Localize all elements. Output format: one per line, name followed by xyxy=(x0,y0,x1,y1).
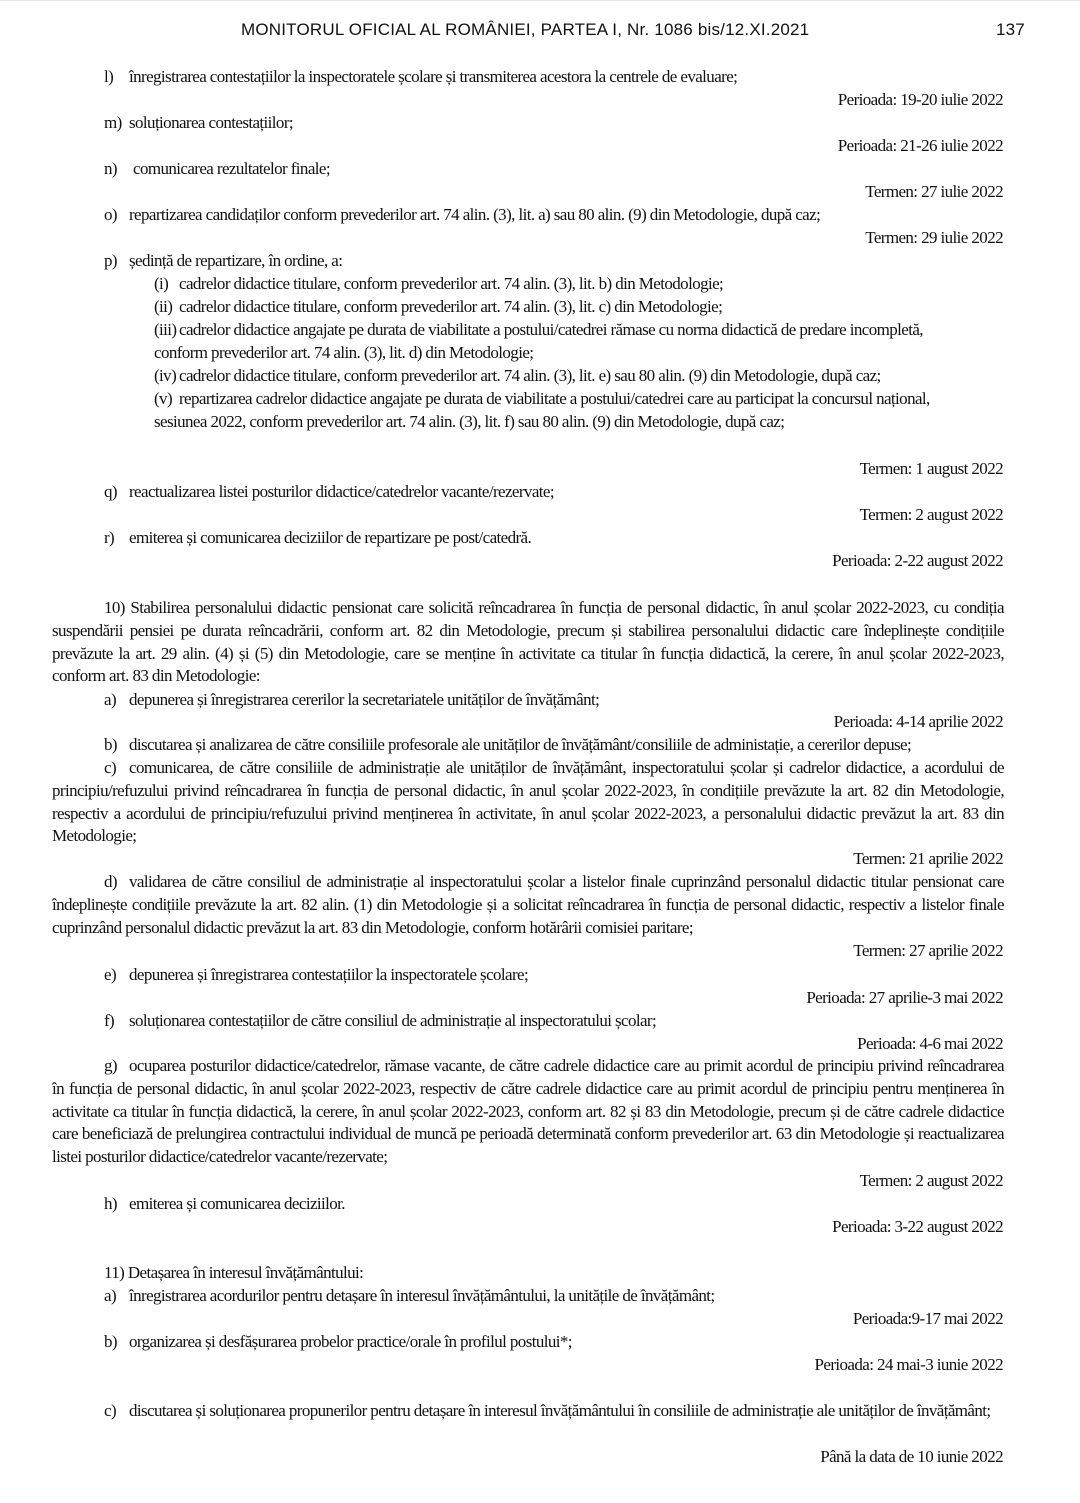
item-label: e) xyxy=(104,965,117,984)
sublist-item-continuation: sesiunea 2022, conform prevederilor art. 74 alin. (3), lit. f) sau 80 alin. (9) din Metodologie, după caz; xyxy=(154,412,785,431)
list-item xyxy=(104,1331,572,1353)
item-text: emiterea și comunicarea deciziilor de repartizare pe post/catedră. xyxy=(129,528,532,547)
list-item xyxy=(104,734,911,756)
subitem-label: (iv) xyxy=(154,366,177,385)
list-item xyxy=(52,1400,1004,1423)
item-label: p) xyxy=(104,251,117,270)
item-label: n) xyxy=(104,159,117,178)
list-item xyxy=(52,757,1004,848)
item-text: organizarea și desfășurarea probelor practice/orale în profilul postului*; xyxy=(129,1332,572,1351)
subitem-text: cadrelor didactice angajate pe durata de viabilitate a postului/catedrei rămase cu norma didactică de predare incompletă, xyxy=(179,320,923,339)
item-text: discutarea și soluționarea propunerilor pentru detașare în interesul învățământului în consiliile de administrație ale unităților de învățământ; xyxy=(129,1401,991,1420)
gazette-title: MONITORUL OFICIAL AL ROMÂNIEI, PARTEA I, Nr. 1086 bis/12.XI.2021 xyxy=(241,20,810,39)
subitem-label: (i) xyxy=(154,274,169,293)
top-border xyxy=(0,0,1080,1)
list-item xyxy=(104,964,528,986)
item-text: emiterea și comunicarea deciziilor. xyxy=(129,1194,345,1213)
item-deadline: Perioada: 3-22 august 2022 xyxy=(832,1217,1003,1236)
item-text: repartizarea candidaților conform prevederilor art. 74 alin. (3), lit. a) sau 80 alin. (9) din Metodologie, după caz; xyxy=(129,205,821,224)
sublist-item xyxy=(154,365,881,387)
item-deadline: Perioada: 4-14 aprilie 2022 xyxy=(833,712,1003,731)
item-label: r) xyxy=(104,528,115,547)
list-item xyxy=(104,1193,345,1215)
sublist-item xyxy=(154,296,722,318)
list-item xyxy=(104,1010,656,1032)
item-deadline: Termen: 27 iulie 2022 xyxy=(865,182,1003,201)
item-text: validarea de către consiliul de administrație al inspectoratului școlar a listelor finale cuprinzând personalul didactic titular pensionat care îndeplinește condițiile prevăzute la art. 82 alin. (1) din Metodologie și a solicitat reîncadrarea în funcția de personal didactic, respectiv a listelor finale cuprinzând personalul didactic prevăzut la art. 83 din Metodologie, conform hotărârii comisiei paritare; xyxy=(52,872,1004,937)
item-text: depunerea și înregistrarea cererilor la secretariatele unităților de învățământ; xyxy=(129,690,600,709)
list-item xyxy=(104,66,737,88)
item-deadline: Termen: 2 august 2022 xyxy=(859,1171,1003,1190)
section-11-heading: 11) Detașarea în interesul învățământului: xyxy=(104,1263,364,1282)
item-text: înregistrarea acordurilor pentru detașare în interesul învățământului, la unitățile de învățământ; xyxy=(129,1286,715,1305)
subitem-text: cadrelor didactice titulare, conform prevederilor art. 74 alin. (3), lit. e) sau 80 alin. (9) din Metodologie, după caz; xyxy=(179,366,881,385)
item-label: c) xyxy=(104,1401,117,1420)
item-deadline: Termen: 29 iulie 2022 xyxy=(865,228,1003,247)
item-label: g) xyxy=(104,1056,117,1075)
list-item xyxy=(104,250,342,272)
item-label: a) xyxy=(104,1286,117,1305)
subitem-text: repartizarea cadrelor didactice angajate pe durata de viabilitate a postului/catedrei care au participat la concursul național, xyxy=(179,389,930,408)
section-10-intro xyxy=(52,597,1004,688)
item-text: reactualizarea listei posturilor didactice/catedrelor vacante/rezervate; xyxy=(129,482,554,501)
item-text: ocuparea posturilor didactice/catedrelor, rămase vacante, de către cadrele didactice care au primit acordul de principiu privind reîncadrarea în funcția de personal didactic, în anul școlar 2022-2023, respectiv de către cadrele didactice care au primit acordul de principiu pentru menținerea în activitate ca titular în funcția didactică, la cerere, în anul școlar 2022-2023, conform art. 82 și 83 din Metodologie, precum și de către cadrele didactice care beneficiază de prelungirea contractului individual de muncă pe perioadă determinată conform prevederilor art. 63 din Metodologie și reactualizarea listei posturilor didactice/catedrelor vacante/rezervate; xyxy=(52,1056,1004,1167)
list-item xyxy=(104,481,554,503)
item-label: l) xyxy=(104,67,114,86)
item-label: f) xyxy=(104,1011,115,1030)
item-text: înregistrarea contestațiilor la inspectoratele școlare și transmiterea acestora la centrele de evaluare; xyxy=(129,67,738,86)
item-label: c) xyxy=(104,758,117,777)
subitem-text: cadrelor didactice titulare, conform prevederilor art. 74 alin. (3), lit. b) din Metodologie; xyxy=(179,274,724,293)
list-item xyxy=(104,112,293,134)
item-deadline: Până la data de 10 iunie 2022 xyxy=(820,1447,1003,1466)
sublist-item-continuation: conform prevederilor art. 74 alin. (3), lit. d) din Metodologie; xyxy=(154,343,534,362)
item-text: comunicarea, de către consiliile de administrație ale unităților de învățământ, inspectoratului școlar și cadrelor didactice, a acordului de principiu/refuzului privind reîncadrarea în funcția de personal didactic, în anul școlar 2022-2023, în condițiile prevăzute la art. 82 din Metodologie, respectiv a acordului de principiu/refuzului privind menținerea în activitate, în anul școlar 2022-2023, a personalului didactic prevăzut la art. 83 din Metodologie; xyxy=(52,758,1004,846)
item-label: b) xyxy=(104,735,117,754)
subitem-text: cadrelor didactice titulare, conform prevederilor art. 74 alin. (3), lit. c) din Metodologie; xyxy=(179,297,723,316)
item-deadline: Perioada: 27 aprilie-3 mai 2022 xyxy=(806,988,1003,1007)
sublist-item xyxy=(154,273,723,295)
sublist-item xyxy=(154,319,923,341)
item-deadline: Termen: 21 aprilie 2022 xyxy=(853,849,1003,868)
item-label: b) xyxy=(104,1332,117,1351)
item-deadline: Perioada: 4-6 mai 2022 xyxy=(857,1034,1003,1053)
item-text: depunerea și înregistrarea contestațiilor la inspectoratele școlare; xyxy=(129,965,529,984)
item-deadline: Perioada: 2-22 august 2022 xyxy=(832,551,1003,570)
list-item xyxy=(52,1055,1004,1169)
item-text: discutarea și analizarea de către consiliile profesorale ale unităților de învățământ/consiliile de administație, a cererilor depuse; xyxy=(129,735,912,754)
item-deadline: Perioada:9-17 mai 2022 xyxy=(852,1309,1003,1328)
item-deadline: Termen: 1 august 2022 xyxy=(859,459,1003,478)
subitem-label: (v) xyxy=(154,389,173,408)
list-item xyxy=(104,1285,715,1307)
item-label: q) xyxy=(104,482,117,501)
item-deadline: Perioada: 19-20 iulie 2022 xyxy=(837,90,1003,109)
subitem-label: (iii) xyxy=(154,320,177,339)
item-deadline: Perioada: 24 mai-3 iunie 2022 xyxy=(814,1355,1003,1374)
list-item xyxy=(104,689,599,711)
item-label: h) xyxy=(104,1194,117,1213)
page-number: 137 xyxy=(996,20,1025,39)
item-label: m) xyxy=(104,113,122,132)
item-text: ședință de repartizare, în ordine, a: xyxy=(129,251,343,270)
item-label: d) xyxy=(104,872,117,891)
list-item xyxy=(104,158,330,180)
list-item xyxy=(52,871,1004,939)
item-text: soluționarea contestațiilor de către consiliul de administrație al inspectoratului școlar; xyxy=(129,1011,657,1030)
item-deadline: Termen: 27 aprilie 2022 xyxy=(853,941,1003,960)
item-text: comunicarea rezultatelor finale; xyxy=(133,159,330,178)
list-item xyxy=(104,527,531,549)
list-item xyxy=(104,204,820,226)
subitem-label: (ii) xyxy=(154,297,173,316)
sublist-item xyxy=(154,388,930,410)
section-10-intro-text: 10) Stabilirea personalului didactic pensionat care solicită reîncadrarea în funcția de personal didactic, în anul școlar 2022-2023, cu condiția suspendării pensiei pe durata reîncadrării, conform art. 82 din Metodologie, precum și stabilirea personalului didactic care îndeplinește condițiile prevăzute la art. 29 alin. (4) și (5) din Metodologie, care se menține în activitate ca titular în funcția didactică, la cerere, în anul școlar 2022-2023, conform art. 83 din Metodologie: xyxy=(52,598,1004,686)
item-label: a) xyxy=(104,690,117,709)
item-label: o) xyxy=(104,205,117,224)
item-deadline: Termen: 2 august 2022 xyxy=(859,505,1003,524)
item-text: soluționarea contestațiilor; xyxy=(129,113,294,132)
item-deadline: Perioada: 21-26 iulie 2022 xyxy=(837,136,1003,155)
